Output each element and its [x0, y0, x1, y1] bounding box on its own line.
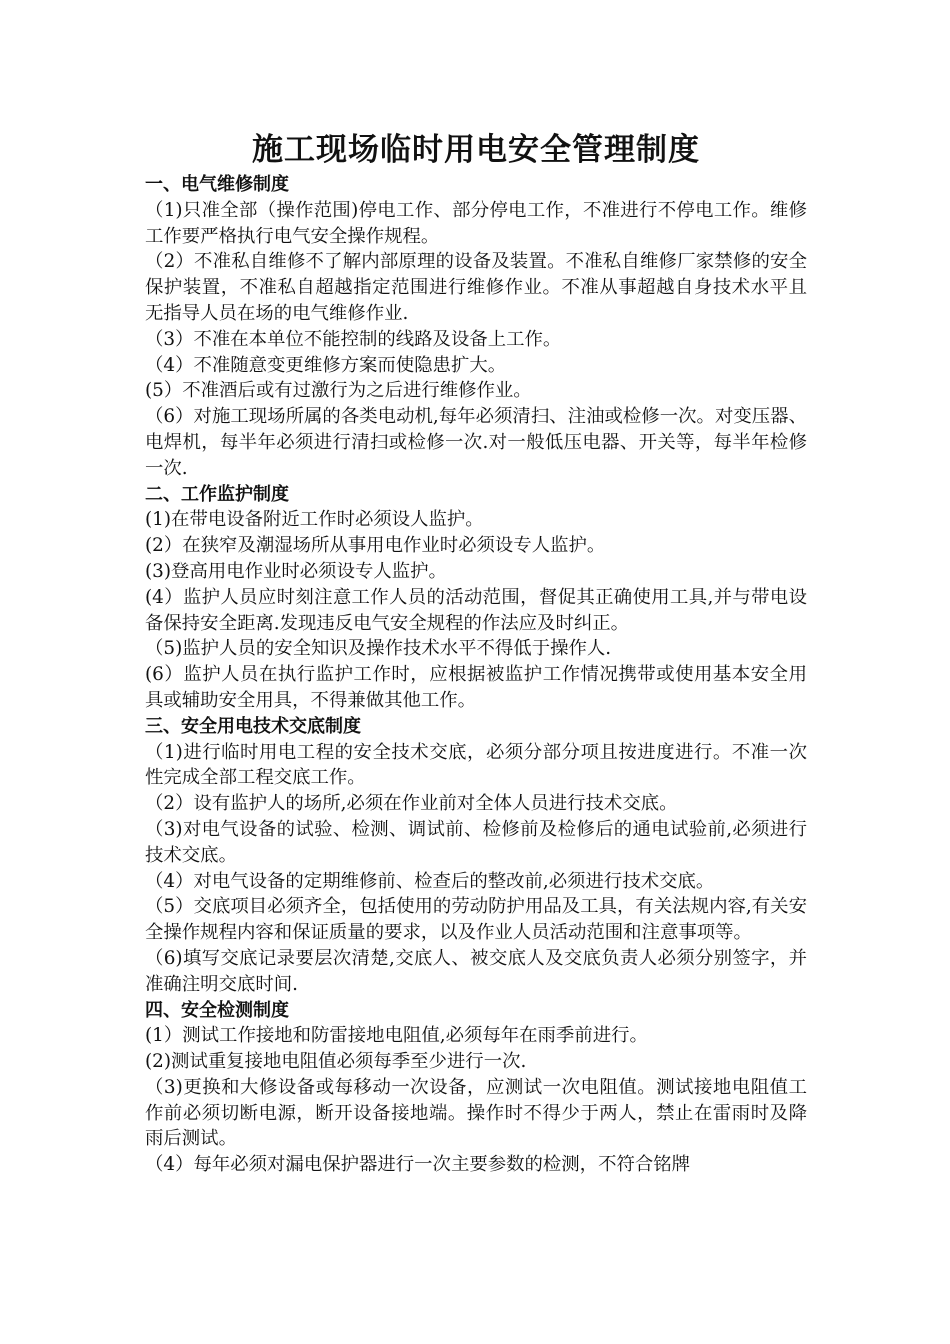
paragraph: （1)只准全部（操作范围)停电工作、部分停电工作，不准进行不停电工作。维修工作要严格执行电气安全操作规程。	[145, 199, 807, 247]
section-safety-testing	[145, 998, 807, 1179]
document-page	[145, 128, 807, 1178]
section-work-supervision	[145, 482, 807, 714]
paragraph: (2)测试重复接地电阻值必须每季至少进行一次.	[145, 1051, 527, 1073]
paragraph: (6）监护人员在执行监护工作时，应根据被监护工作情况携带或使用基本安全用具或辅助安全用具，不得兼做其他工作。	[145, 664, 807, 711]
section-electrical-maintenance	[145, 172, 807, 482]
paragraph: （3)对电气设备的试验、检测、调试前、检修前及检修后的通电试验前,必须进行技术交底。	[145, 818, 807, 866]
paragraph: (4）监护人员应时刻注意工作人员的活动范围，督促其正确使用工具,并与带电设备保持安全距离.发现违反电气安全规程的作法应及时纠正。	[145, 586, 807, 634]
paragraph: (1）测试工作接地和防雷接地电阻值,必须每年在雨季前进行。	[145, 1025, 648, 1047]
paragraph: （3)更换和大修设备或每移动一次设备，应测试一次电阻值。测试接地电阻值工作前必须切断电源，断开设备接地端。操作时不得少于两人，禁止在雷雨时及降雨后测试。	[145, 1076, 807, 1150]
section-heading: 三、安全用电技术交底制度	[145, 715, 361, 737]
paragraph: （5）交底项目必须齐全，包括使用的劳动防护用品及工具，有关法规内容,有关安全操作规程内容和保证质量的要求，以及作业人员活动范围和注意事项等。	[145, 896, 807, 944]
document-title: 施工现场临时用电安全管理制度	[252, 132, 700, 168]
paragraph: （6）对施工现场所属的各类电动机,每年必须清扫、注油或检修一次。对变压器、电焊机，每半年必须进行清扫或检修一次.对一般低压电器、开关等，每半年检修一次.	[145, 406, 807, 479]
section-heading: 二、工作监护制度	[145, 483, 289, 505]
paragraph: （3）不准在本单位不能控制的线路及设备上工作。	[145, 328, 562, 350]
section-heading: 一、电气维修制度	[145, 174, 289, 195]
paragraph: （2）不准私自维修不了解内部原理的设备及装置。不准私自维修厂家禁修的安全保护装置，不准私自超越指定范围进行维修作业。不准从事超越自身技术水平且无指导人员在场的电气维修作业.	[145, 251, 807, 324]
paragraph: (1)在带电设备附近工作时必须设人监护。	[145, 509, 484, 531]
paragraph: （2）设有监护人的场所,必须在作业前对全体人员进行技术交底。	[145, 793, 678, 815]
paragraph: （6)填写交底记录要层次清楚,交底人、被交底人及交底负责人必须分别签字，并准确注明交底时间.	[145, 947, 807, 995]
paragraph: (5）不准酒后或有过激行为之后进行维修作业。	[145, 380, 532, 402]
paragraph: （5)监护人员的安全知识及操作技术水平不得低于操作人.	[145, 638, 612, 660]
paragraph: (3)登高用电作业时必须设专人监护。	[145, 560, 447, 582]
paragraph: （4）每年必须对漏电保护器进行一次主要参数的检测，不符合铭牌	[145, 1154, 691, 1176]
paragraph: （4）对电气设备的定期维修前、检查后的整改前,必须进行技术交底。	[145, 870, 715, 892]
section-technical-briefing	[145, 714, 807, 998]
paragraph: (2）在狭窄及潮湿场所从事用电作业时必须设专人监护。	[145, 535, 606, 557]
paragraph: （1)进行临时用电工程的安全技术交底，必须分部分项且按进度进行。不准一次性完成全部工程交底工作。	[145, 741, 807, 789]
paragraph: （4）不准随意变更维修方案而使隐患扩大。	[145, 354, 507, 376]
section-heading: 四、安全检测制度	[145, 999, 289, 1021]
